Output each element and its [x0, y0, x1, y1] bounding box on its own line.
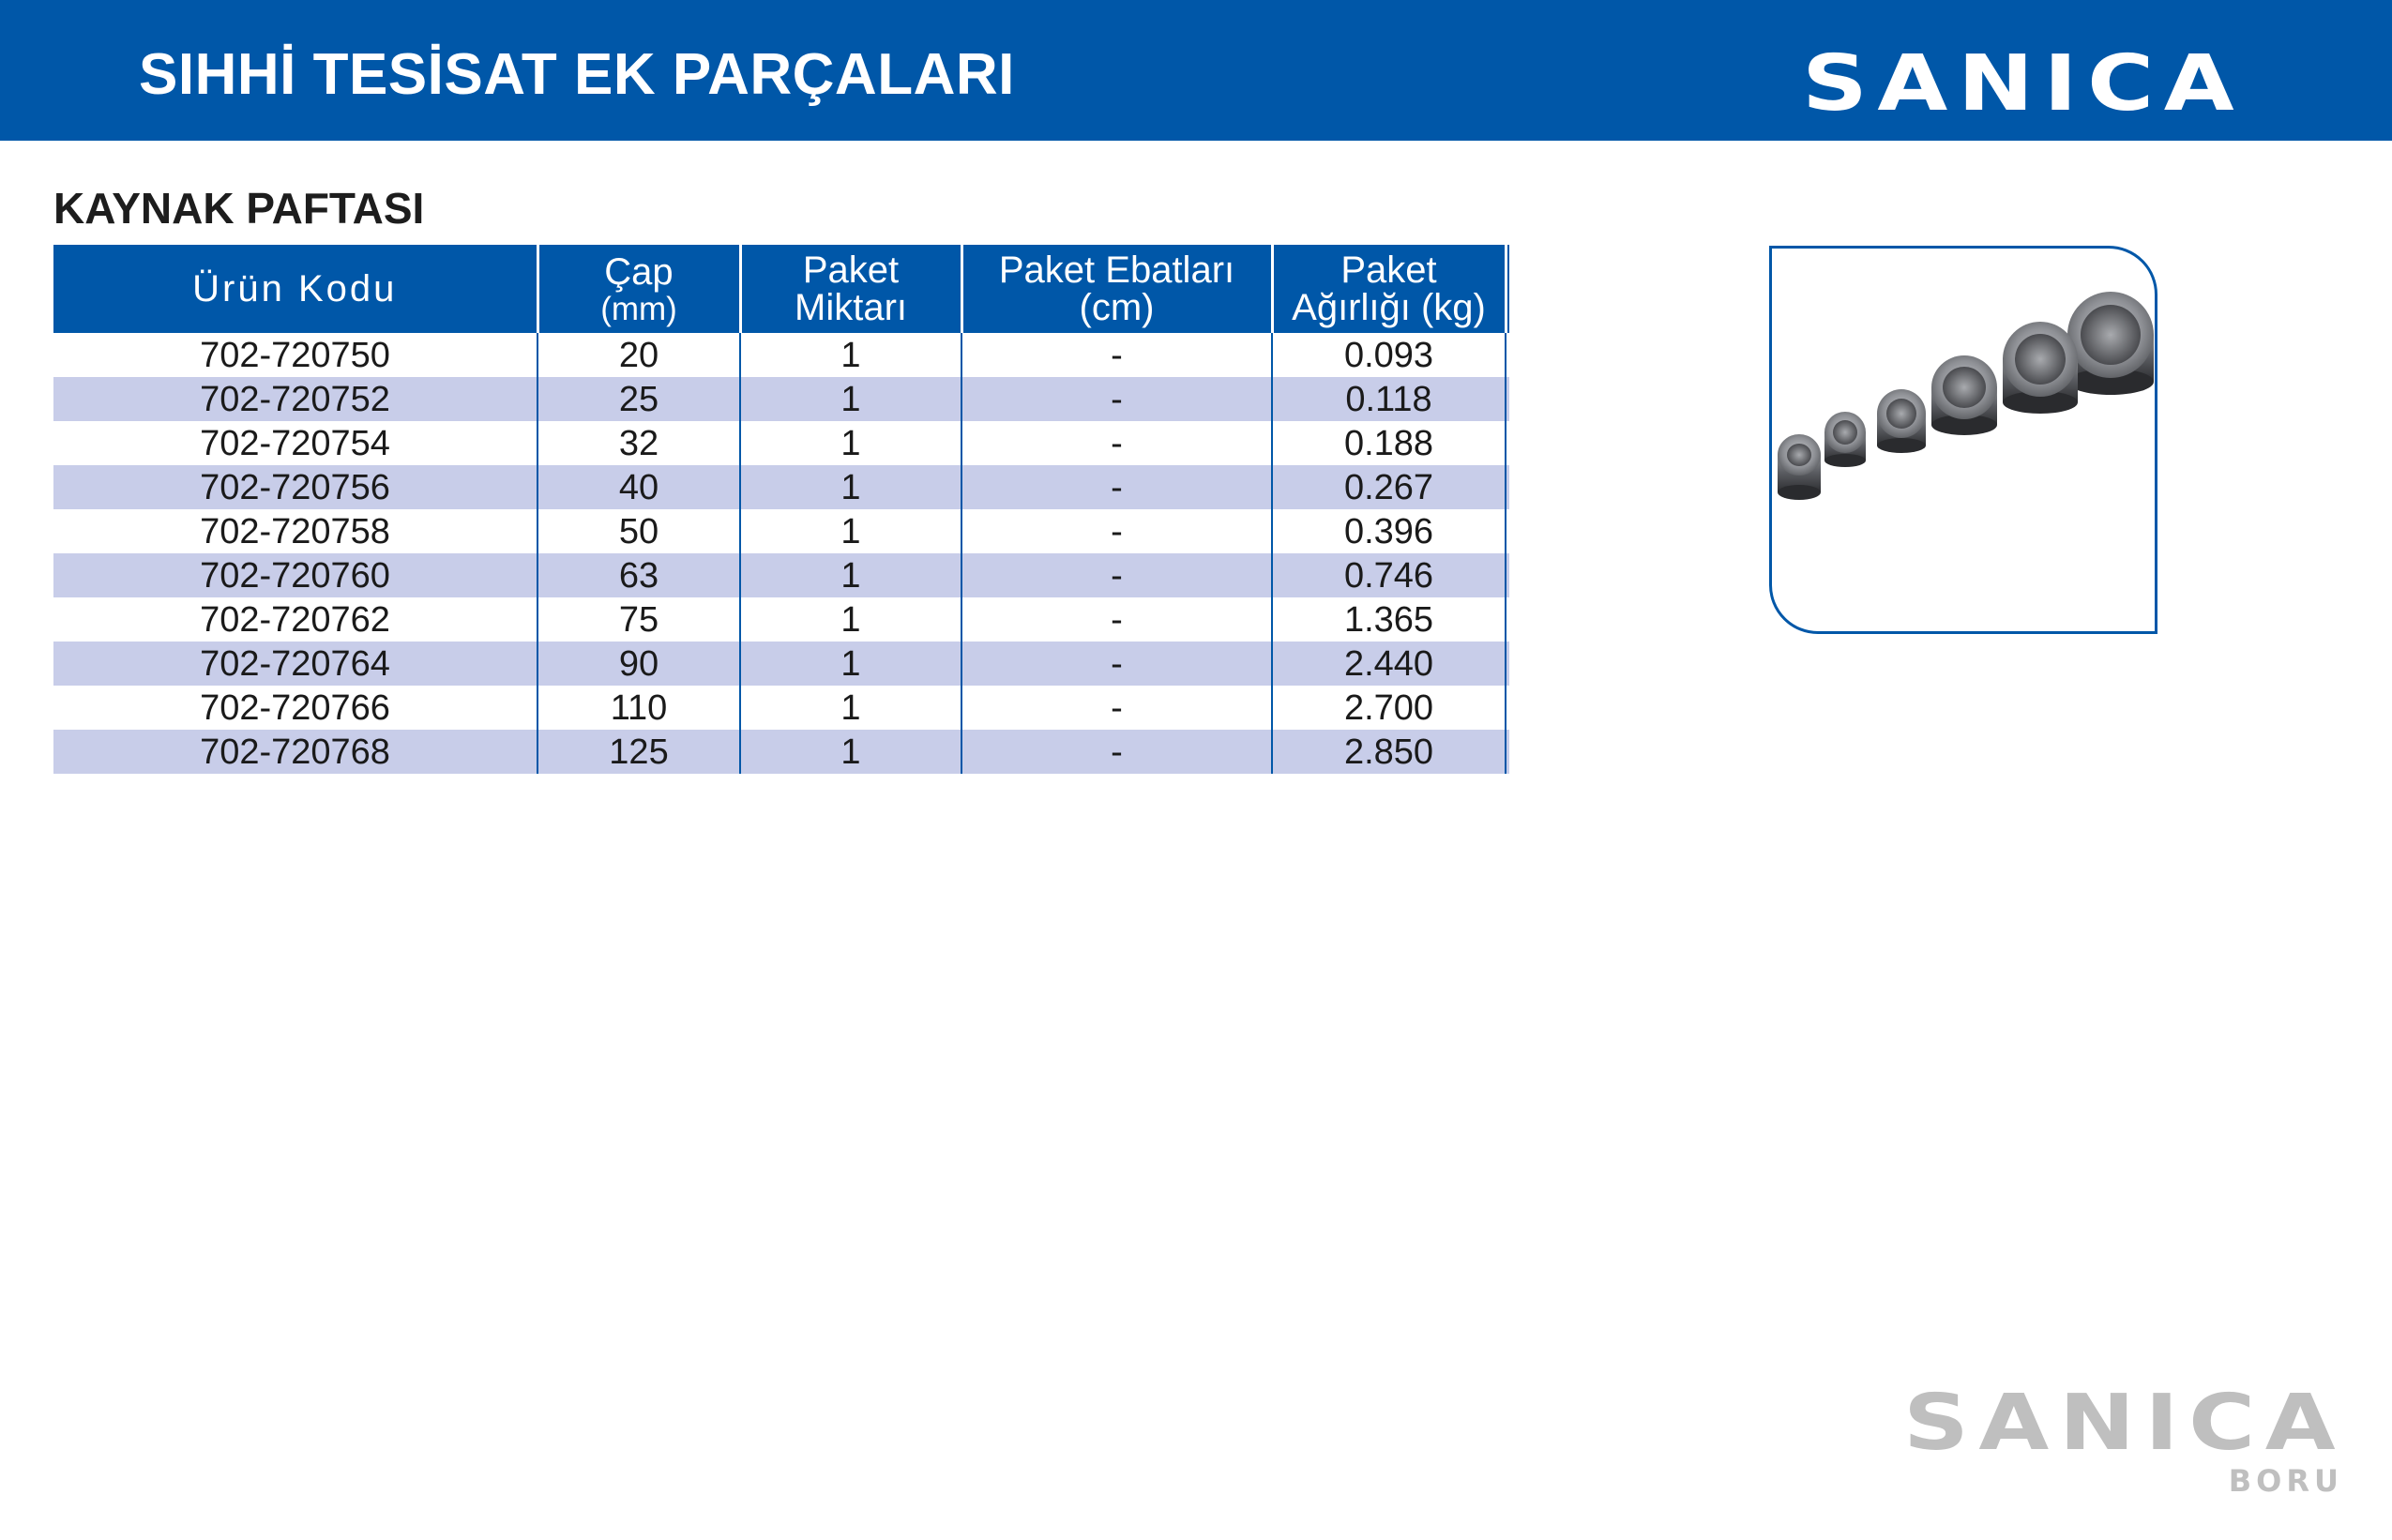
row-edge: [1506, 553, 1509, 597]
socket-90: [1931, 355, 1997, 435]
cell-paket-miktari: 1: [740, 465, 961, 509]
header-paket-ebatlari-main: Paket Ebatları: [998, 249, 1235, 291]
socket-20: [1778, 434, 1821, 500]
cell-paket-miktari: 1: [740, 333, 961, 377]
cell-urun-kodu: 702-720758: [200, 511, 390, 551]
cell-cap: 50: [537, 509, 740, 553]
cell-paket-ebatlari: -: [961, 377, 1272, 421]
header-urun-kodu: Ürün Kodu: [53, 245, 537, 333]
cell-urun-kodu: 702-720754: [200, 423, 390, 463]
row-edge: [1506, 333, 1509, 377]
header-cap: [537, 245, 740, 333]
table-row: [53, 377, 1509, 421]
section-title: KAYNAK PAFTASI: [53, 184, 425, 233]
table-row: [53, 642, 1509, 686]
row-edge: [1506, 686, 1509, 730]
cell-paket-miktari: 1: [740, 377, 961, 421]
row-edge: [1506, 730, 1509, 774]
cell-paket-miktari: 1: [740, 730, 961, 774]
table-row: [53, 553, 1509, 597]
row-edge: [1506, 597, 1509, 642]
cell-paket-miktari: 1: [740, 642, 961, 686]
cell-urun-kodu: 702-720750: [200, 335, 390, 375]
row-edge: [1506, 509, 1509, 553]
cell-paket-ebatlari: -: [961, 642, 1272, 686]
cell-cap: 75: [537, 597, 740, 642]
header-paket-agirligi: [1272, 245, 1506, 333]
row-edge: [1506, 377, 1509, 421]
brand-logo: SANICA: [1801, 39, 2244, 128]
cell-urun-kodu: 702-720764: [53, 642, 537, 686]
cell-paket-miktari: 1: [740, 686, 961, 730]
cell-paket-ebatlari: -: [961, 553, 1272, 597]
row-edge: [1506, 421, 1509, 465]
cell-paket-ebatlari: -: [961, 509, 1272, 553]
cell-cap: 110: [537, 686, 740, 730]
table-row: [53, 333, 1509, 377]
header-paket-miktari-main: Paket: [802, 249, 900, 291]
table-row: [53, 686, 1509, 730]
cell-urun-kodu: 702-720766: [200, 687, 390, 728]
cell-paket-ebatlari: -: [961, 465, 1272, 509]
product-table: [53, 245, 1509, 774]
header-cap-main: Çap: [604, 250, 674, 293]
cell-paket-ebatlari: -: [961, 686, 1272, 730]
page-title: SIHHİ TESİSAT EK PARÇALARI: [139, 42, 1015, 107]
cell-paket-agirligi: 2.440: [1272, 642, 1506, 686]
product-photo: [1769, 246, 2157, 634]
cell-paket-miktari: 1: [740, 421, 961, 465]
header-paket-ebatlari: [961, 245, 1272, 333]
socket-63: [1877, 389, 1926, 453]
header-paket-agirligi-main: Paket: [1340, 249, 1437, 291]
table-row: [53, 730, 1509, 774]
cell-cap: 125: [537, 730, 740, 774]
cell-urun-kodu: 702-720760: [53, 553, 537, 597]
cell-paket-ebatlari: -: [961, 597, 1272, 642]
weld-socket-set-image: [1772, 249, 2157, 634]
cell-paket-ebatlari: -: [961, 730, 1272, 774]
cell-paket-agirligi: 0.267: [1272, 465, 1506, 509]
footer-brand-sub: BORU: [2228, 1463, 2343, 1499]
cell-cap: 32: [537, 421, 740, 465]
row-edge: [1506, 465, 1509, 509]
cell-paket-ebatlari: -: [961, 333, 1272, 377]
cell-paket-agirligi: 0.188: [1272, 421, 1506, 465]
table-row: [53, 597, 1509, 642]
header-paket-miktari: [740, 245, 961, 333]
cell-cap: 20: [537, 333, 740, 377]
row-edge: [1506, 642, 1509, 686]
cell-paket-ebatlari: -: [961, 421, 1272, 465]
table-row: [53, 509, 1509, 553]
footer-brand-logo: SANICA: [1902, 1379, 2345, 1468]
cell-cap: 40: [537, 465, 740, 509]
cell-paket-agirligi: 2.700: [1272, 686, 1506, 730]
table-header-row: [53, 245, 1509, 333]
cell-paket-agirligi: 2.850: [1272, 730, 1506, 774]
header-paket-miktari-sub: Miktarı: [795, 287, 907, 328]
socket-125: [2067, 292, 2154, 395]
cell-paket-agirligi: 0.093: [1272, 333, 1506, 377]
table-row: [53, 465, 1509, 509]
cell-urun-kodu: 702-720752: [53, 377, 537, 421]
cell-paket-agirligi: 0.396: [1272, 509, 1506, 553]
cell-cap: 25: [537, 377, 740, 421]
cell-cap: 90: [537, 642, 740, 686]
cell-paket-miktari: 1: [740, 597, 961, 642]
cell-paket-miktari: 1: [740, 553, 961, 597]
cell-urun-kodu: 702-720768: [53, 730, 537, 774]
table-row: [53, 421, 1509, 465]
cell-paket-agirligi: 0.118: [1272, 377, 1506, 421]
cell-paket-agirligi: 1.365: [1272, 597, 1506, 642]
socket-110: [2003, 322, 2078, 414]
cell-urun-kodu: 702-720762: [200, 599, 390, 640]
header-paket-agirligi-sub: Ağırlığı (kg): [1292, 287, 1486, 328]
header-cap-sub: (mm): [600, 290, 677, 327]
table-body: [53, 333, 1509, 774]
cell-cap: 63: [537, 553, 740, 597]
header-bar: [0, 0, 2392, 141]
header-edge: [1506, 245, 1509, 333]
header-paket-ebatlari-sub: (cm): [1079, 287, 1155, 328]
cell-paket-miktari: 1: [740, 509, 961, 553]
cell-paket-agirligi: 0.746: [1272, 553, 1506, 597]
cell-urun-kodu: 702-720756: [53, 465, 537, 509]
socket-50: [1824, 412, 1866, 467]
